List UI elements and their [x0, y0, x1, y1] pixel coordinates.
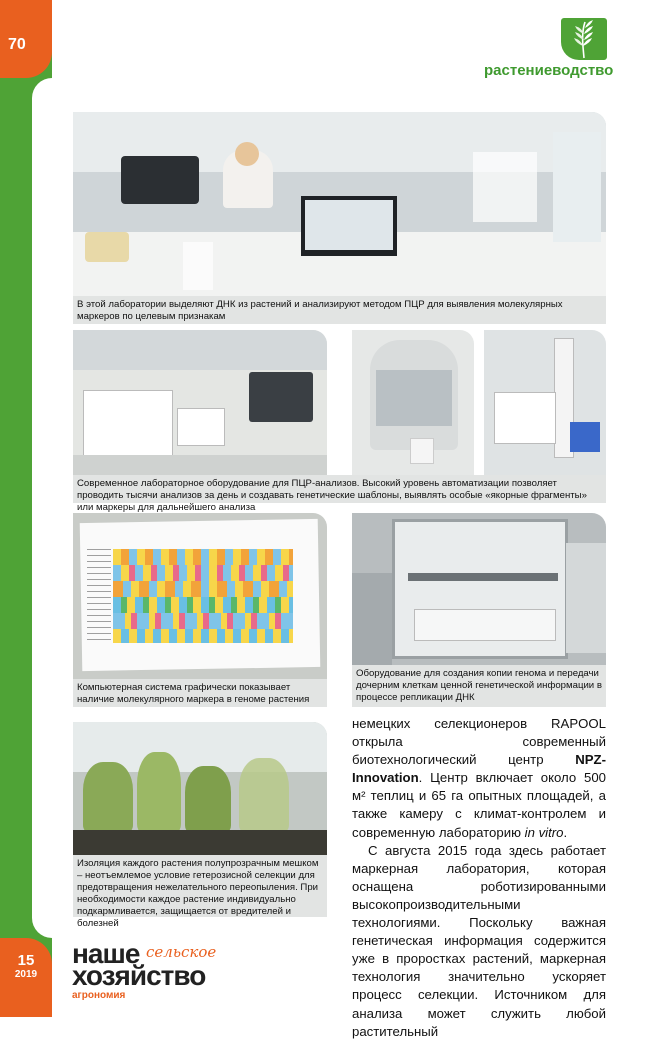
article-body: [352, 715, 606, 1041]
photo-marker-chart: [73, 513, 327, 679]
in-vitro-term: in vitro: [524, 824, 564, 840]
paragraph-1: немецких селекционеров RAPOOL открыла современный биотехнологический центр NPZ-Innovation. Центр включает около 500 м² теплиц и 65 га опытных площадей, а также камеру с климат-контролем и современную лабораторию in vitro.: [352, 716, 606, 840]
caption-fig4: Оборудование для создания копии генома и передачи дочерним клеткам ценной генетической информации в процессе репликации ДНК: [352, 665, 606, 707]
logo-word-1: наше: [72, 938, 140, 969]
wheat-icon: [561, 18, 607, 60]
left-band-inner-curve: [32, 78, 52, 938]
company-name: NPZ-Innovation: [352, 752, 606, 786]
caption-fig5: Изоляция каждого растения полупрозрачным мешком – неотъемлемое условие гетерозисной селекции для предотвращения нежелательного переопыления. При необходимости каждое растение индивидуально подкармливается, защищается от вредителей и болезней: [73, 855, 327, 917]
logo-accent-word: сельское: [146, 943, 217, 961]
issue-num: 15: [17, 952, 35, 969]
logo-subtitle: агрономия: [72, 990, 126, 1001]
photo-replication-equipment: [352, 513, 606, 665]
photo-pcr-equipment-3: [484, 330, 606, 475]
photo-pcr-equipment-1: [73, 330, 327, 475]
logo-word-2: хозяйство: [72, 960, 206, 991]
photo-greenhouse-plants: [73, 722, 327, 855]
issue-year: 2019: [14, 969, 38, 980]
section-title: растениеводство: [484, 62, 614, 79]
caption-fig2: Современное лабораторное оборудование для ПЦР-анализов. Высокий уровень автоматизации позволяет проводить тысячи анализов за день и создавать генетические шаблоны, выявлять особые «якорные фрагменты» или маркеры для дальнейшего анализа: [73, 475, 606, 503]
photo-lab-dna: [73, 112, 606, 296]
caption-fig3: Компьютерная система графически показывает наличие молекулярного маркера в геноме растения: [73, 679, 327, 707]
page-number: 70: [8, 36, 26, 53]
issue-number: [6, 954, 46, 982]
paragraph-2: С августа 2015 года здесь работает маркерная лаборатория, которая оснащена роботизированными высокопроизводительными технологиями. Поскольку важная генетическая информация содержится уже в проростках растений, маркерная технология значительно ускоряет процесс селекции. Источником для анализа может служить любой растительный: [352, 842, 606, 1039]
photo-pcr-equipment-2: [352, 330, 474, 475]
caption-fig1: В этой лаборатории выделяют ДНК из растений и анализируют методом ПЦР для выявления молекулярных маркеров по целевым признакам: [73, 296, 606, 324]
